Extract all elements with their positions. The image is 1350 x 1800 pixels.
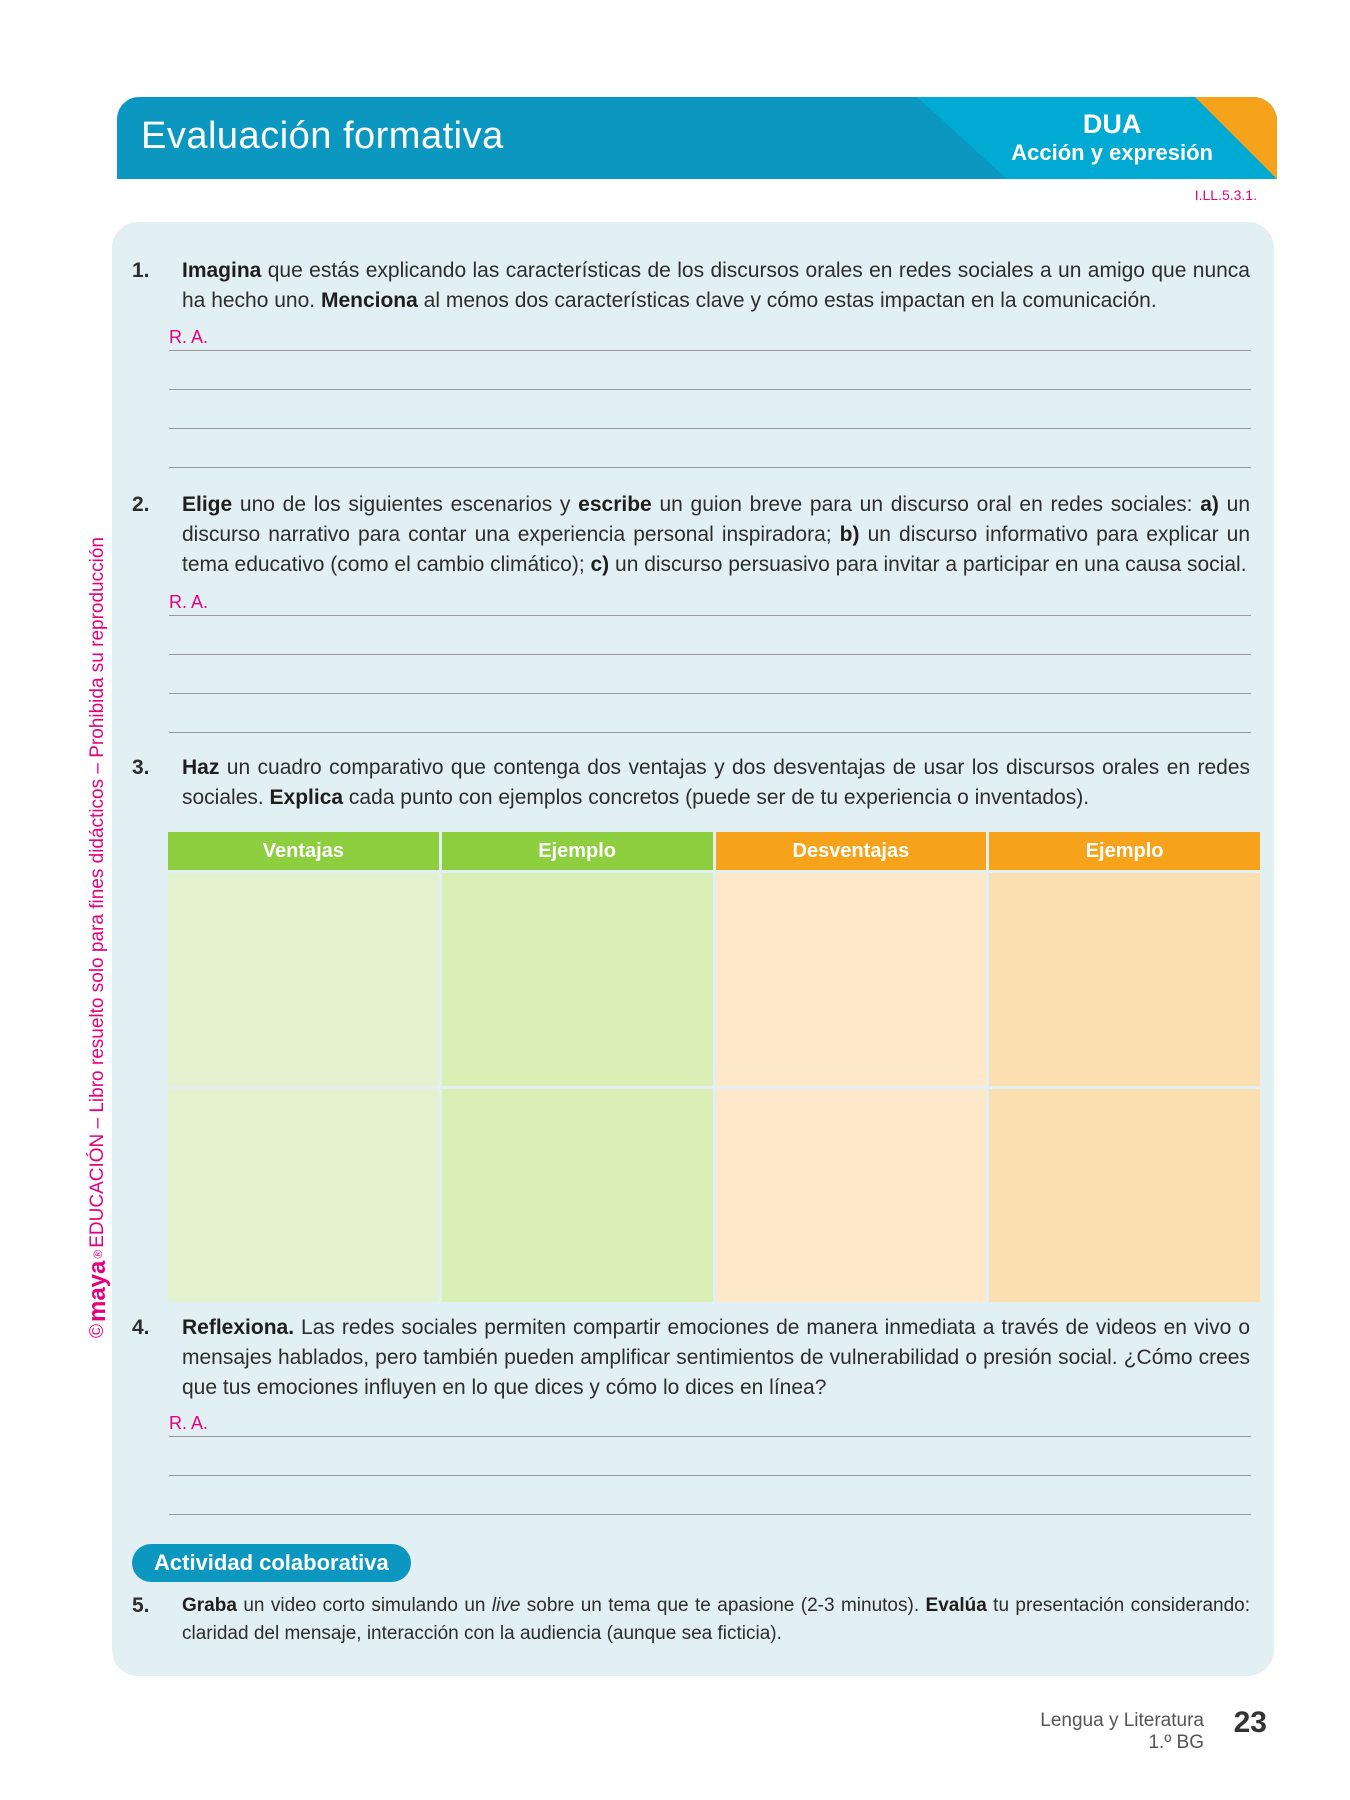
option-c-label: c) [590,553,610,576]
section-header [117,97,1277,179]
question-text: Elige uno de los siguientes escenarios y escribe un guion breve para un discurso oral en redes sociales: a) un discurso narrativo para contar una experiencia personal inspiradora; b) un discurso informativo para explicar un tema educativo (como el cambio climático); c) un discurso persuasivo para invitar a participar en una causa social. [182,493,1250,576]
page-number: 23 [1233,1706,1267,1739]
answer-line[interactable] [169,1476,1251,1515]
footer-subject [1040,1710,1204,1754]
grade-label: 1.º BG [1148,1732,1204,1753]
table-header-ejemplo: Ejemplo [442,832,713,870]
question-verb: Graba [182,1595,237,1616]
question-5 [132,1592,1250,1648]
question-verb: Menciona [320,289,418,312]
table-header-ventajas: Ventajas [168,832,439,870]
italic-term: live [491,1595,521,1616]
answer-hint: R. A. [169,327,209,347]
answer-lines-1 [169,314,1251,468]
table-cell[interactable] [989,873,1260,1086]
question-number: 3. [132,756,150,779]
answer-line[interactable] [169,314,1251,351]
question-1 [132,256,1250,316]
activity-panel [112,222,1274,1676]
dua-subtitle: Acción y expresión [1011,140,1213,165]
side-copyright-notice [84,537,112,1338]
table-cell[interactable] [716,873,987,1086]
answer-line[interactable] [169,429,1251,468]
registered-symbol: ® [91,1249,105,1259]
comparison-table [168,832,1260,1302]
copyright-symbol: © [87,1324,108,1338]
question-2 [132,490,1250,580]
answer-lines-4 [169,1400,1251,1515]
collab-activity-badge: Actividad colaborativa [132,1544,411,1582]
dua-label [1011,109,1213,167]
side-notice-text: EDUCACIÓN – Libro resuelto solo para fines didácticos – Prohibida su reproducción [87,537,108,1248]
answer-line[interactable] [169,1400,1251,1437]
question-number: 1. [132,259,150,282]
indicator-code: I.LL.5.3.1. [1194,187,1257,203]
question-verb: Haz [182,756,220,779]
answer-hint: R. A. [169,1413,209,1433]
question-number: 4. [132,1316,150,1339]
answer-line[interactable] [169,579,1251,616]
question-4 [132,1313,1250,1403]
question-verb: escribe [578,493,652,516]
answer-hint: R. A. [169,592,209,612]
question-verb: Evalúa [925,1595,987,1616]
table-cell[interactable] [442,1089,713,1302]
option-a-label: a) [1200,493,1219,516]
question-verb: Elige [182,493,233,516]
question-text: Haz un cuadro comparativo que contenga dos ventajas y dos desventajas de usar los discursos orales en redes sociales. Explica cada punto con ejemplos concretos (puede ser de tu experiencia o inventados). [182,756,1250,809]
answer-lines-2 [169,579,1251,733]
answer-line[interactable] [169,616,1251,655]
question-text: Reflexiona. Las redes sociales permiten compartir emociones de manera inmediata a través de videos en vivo o mensajes hablados, pero también pueden amplificar sentimientos de vulnerabilidad o presión social. ¿Cómo crees que tus emociones influyen en lo que dices y cómo lo dices en línea? [182,1316,1250,1399]
answer-line[interactable] [169,390,1251,429]
question-verb: Imagina [182,259,262,282]
question-number: 5. [132,1594,150,1617]
answer-line[interactable] [169,655,1251,694]
question-verb: Reflexiona. [182,1316,295,1339]
question-number: 2. [132,493,150,516]
answer-line[interactable] [169,1437,1251,1476]
table-cell[interactable] [716,1089,987,1302]
table-cell[interactable] [442,873,713,1086]
answer-line[interactable] [169,351,1251,390]
question-3 [132,753,1250,813]
answer-line[interactable] [169,694,1251,733]
dua-title: DUA [1082,109,1142,139]
question-text: Graba un video corto simulando un live sobre un tema que te apasione (2-3 minutos). Evalúa tu presentación considerando: claridad del mensaje, interacción con la audiencia (aunque sea ficticia). [182,1595,1250,1644]
option-b-label: b) [839,523,860,546]
table-header-ejemplo: Ejemplo [989,832,1260,870]
table-cell[interactable] [168,873,439,1086]
table-cell[interactable] [989,1089,1260,1302]
page-title: Evaluación formativa [141,115,504,157]
brand-logo: maya [84,1260,111,1322]
subject-name: Lengua y Literatura [1040,1710,1204,1731]
question-text: Imagina que estás explicando las características de los discursos orales en redes sociales a un amigo que nunca ha hecho uno. Menciona al menos dos características clave y cómo estas impactan en la comunicación. [182,259,1250,312]
table-cell[interactable] [168,1089,439,1302]
table-header-desventajas: Desventajas [716,832,987,870]
question-verb: Explica [269,786,344,809]
